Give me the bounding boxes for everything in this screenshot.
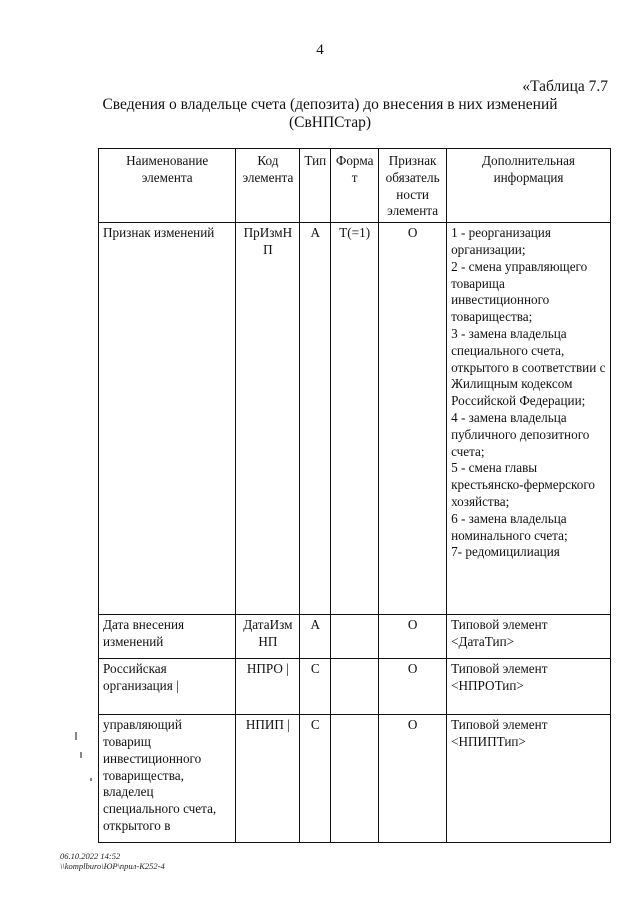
header-info: Дополнительная информация [447, 149, 611, 223]
row-code: ДатаИзм НП [236, 615, 300, 659]
info-item: 7- редомицилиация [451, 544, 560, 560]
row-info: Типовой элемент <НПИПТип> [447, 715, 611, 843]
header-format: Форма т [331, 149, 379, 223]
row-format: Т(=1) [331, 223, 379, 615]
footer-file-path: \\komplburo\ЮР\прил-К252-4 [60, 861, 165, 871]
title-line-1: Сведения о владельце счета (депозита) до внесения в них изменений [102, 96, 558, 113]
row-type: А [300, 223, 331, 615]
info-item: 6 - замена владельца номинального счета; [451, 510, 568, 543]
row-required: О [379, 715, 447, 843]
row-info: Типовой элемент <НПРОТип> [447, 659, 611, 715]
scan-mark [90, 778, 92, 781]
row-format [331, 659, 379, 715]
row-info: Типовой элемент <ДатаТип> [447, 615, 611, 659]
title-line-2: (СвНПСтар) [288, 114, 372, 131]
scan-mark [80, 752, 82, 758]
row-required: О [379, 659, 447, 715]
info-item: 3 - замена владельца специального счета, открытого в соответствии с Жилищным кодексом Российской Федерации; [451, 325, 606, 409]
row-format [331, 715, 379, 843]
info-item: 4 - замена владельца публичного депозитного счета; [451, 409, 590, 459]
row-code: НПИП | [236, 715, 300, 843]
footer-timestamp: 06.10.2022 14:52 [60, 851, 121, 861]
row-code: НПРО | [236, 659, 300, 715]
row-name: управляющий товарищ инвестиционного товарищества, владелец специального счета, открытого в [99, 715, 236, 843]
header-type: Тип [300, 149, 331, 223]
document-title [60, 96, 600, 132]
header-code: Код элемента [236, 149, 300, 223]
table-label: «Таблица 7.7 [522, 78, 608, 95]
row-name: Российская организация | [99, 659, 236, 715]
info-item: 1 - реорганизация организации; [451, 225, 551, 257]
table-row [99, 659, 611, 715]
row-code: ПрИзмН П [236, 223, 300, 615]
scan-mark [75, 732, 77, 740]
row-info [447, 223, 611, 615]
table-row [99, 715, 611, 843]
row-type: С [300, 715, 331, 843]
info-item: 5 - смена главы крестьянско-фермерского хозяйства; [451, 460, 596, 509]
row-required: О [379, 615, 447, 659]
info-item: 2 - смена управляющего товарища инвестиционного товарищества; [451, 258, 588, 325]
row-type: А [300, 615, 331, 659]
page-number: 4 [316, 42, 324, 58]
table-row [99, 615, 611, 659]
header-required: Признак обязатель ности элемента [379, 149, 447, 223]
spec-table [98, 148, 611, 843]
row-format [331, 615, 379, 659]
row-name: Дата внесения изменений [99, 615, 236, 659]
table-row [99, 223, 611, 615]
header-name: Наименование элемента [99, 149, 236, 223]
row-name: Признак изменений [99, 223, 236, 615]
footer-stamp [60, 851, 165, 871]
row-required: О [379, 223, 447, 615]
table-header-row [99, 149, 611, 223]
row-type: С [300, 659, 331, 715]
